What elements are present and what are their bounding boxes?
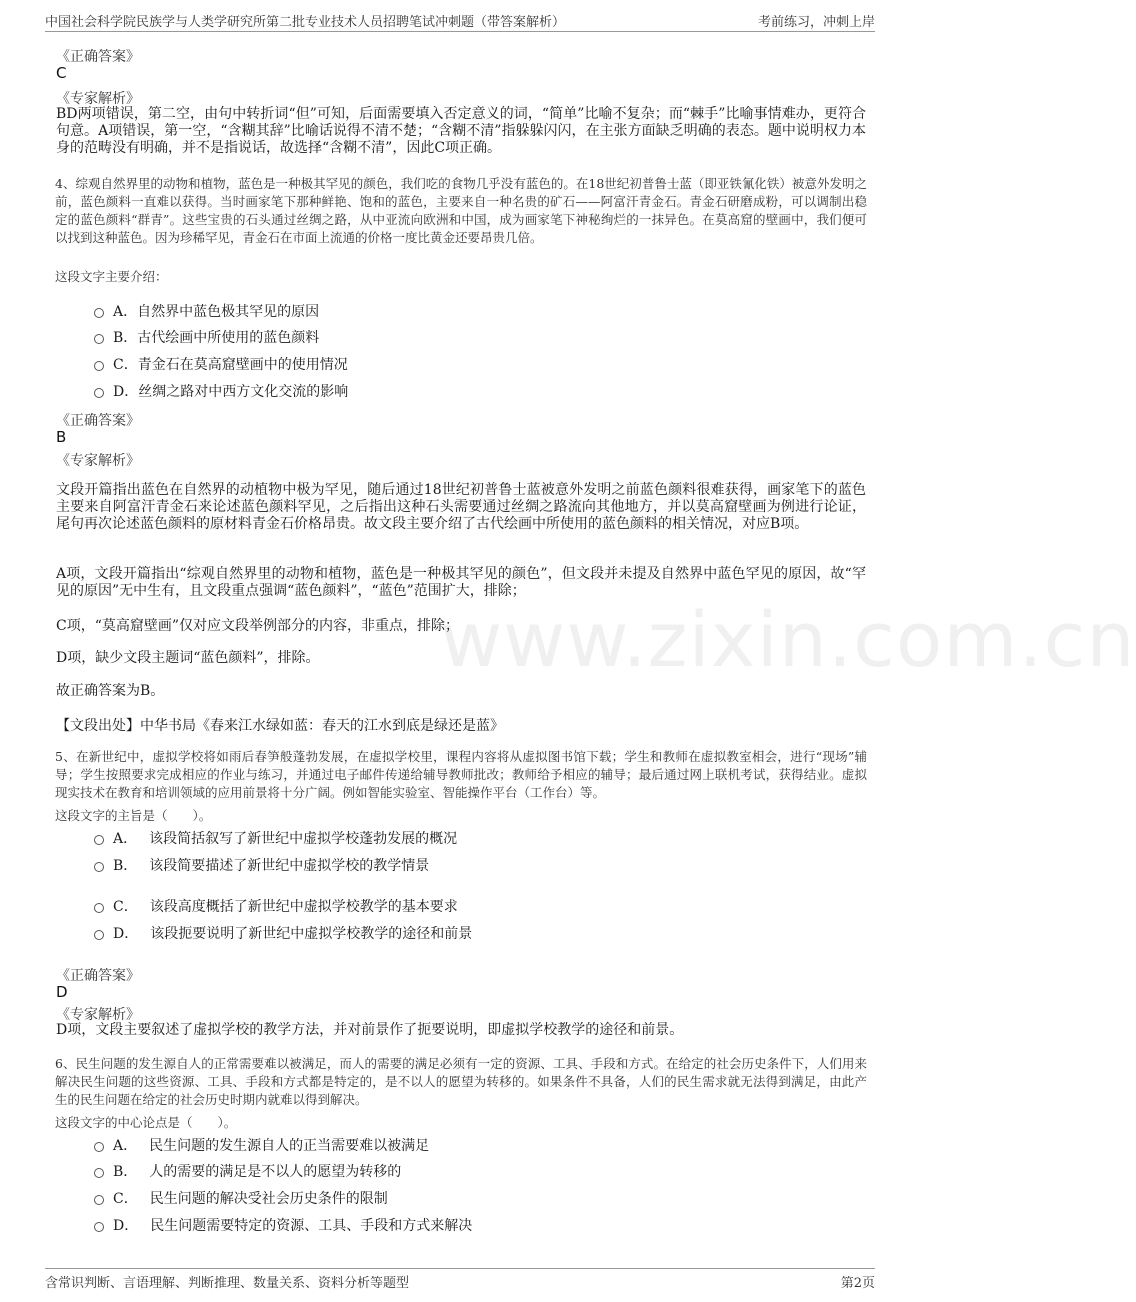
answer-label: 《正确答案》 <box>56 413 140 429</box>
question-stem: 这段文字主要介绍： <box>55 269 168 284</box>
analysis-paragraph: 文段开篇指出蓝色在自然界的动植物中极为罕见，随后通过18世纪初普鲁士蓝被意外发明之前蓝色颜料很难获得，画家笔下的蓝色主要来自阿富汗青金石来论述蓝色颜料罕见，之后指出这种石头需要通过丝绸之路流向其他地方，并以莫高窟壁画为例进行论证，尾句再次论述蓝色颜料的原材料青金石价格昂贵。故文段主要介绍了古代绘画中所使用的蓝色颜料的相关情况，对应B项。 <box>56 482 866 532</box>
page-number: 第2页 <box>840 1275 875 1291</box>
analysis-text: D项，文段主要叙述了虚拟学校的教学方法，并对前景作了扼要说明，即虚拟学校教学的途径和前景。 <box>56 1022 684 1038</box>
radio-button[interactable] <box>94 835 104 845</box>
option-d[interactable]: D． 丝绸之路对中西方文化交流的影响 <box>94 381 348 401</box>
answer-value: D <box>56 983 68 1001</box>
question-text: 5、在新世纪中，虚拟学校将如雨后春笋般蓬勃发展，在虚拟学校里，课程内容将从虚拟图书馆下载；学生和教师在虚拟教室相会，进行“现场”辅导；学生按照要求完成相应的作业与练习，并通过电子邮件传递给辅导教师批改；教师给予相应的辅导；最后通过网上联机考试，获得结业。虚拟现实技术在教育和培训领域的应用前景将十分广阔。例如智能实验室、智能操作平台（工作台）等。 <box>55 749 867 800</box>
watermark: www.zixin.com.cn <box>440 595 1136 684</box>
question-stem: 这段文字的中心论点是（ ）。 <box>55 1115 237 1130</box>
option-c[interactable]: C． 该段高度概括了新世纪中虚拟学校教学的基本要求 <box>94 896 458 916</box>
analysis-paragraph: C项，“莫高窟壁画”仅对应文段举例部分的内容，非重点，排除； <box>56 618 460 634</box>
document-title: 中国社会科学院民族学与人类学研究所第二批专业技术人员招聘笔试冲刺题（带答案解析） <box>45 14 566 30</box>
option-c[interactable]: C． 民生问题的解决受社会历史条件的限制 <box>94 1188 388 1208</box>
radio-button[interactable] <box>94 1168 104 1178</box>
radio-button[interactable] <box>94 862 104 872</box>
answer-label: 《正确答案》 <box>56 49 140 65</box>
radio-button[interactable] <box>94 334 104 344</box>
radio-button[interactable] <box>94 1142 104 1152</box>
option-d[interactable]: D． 民生问题需要特定的资源、工具、手段和方式来解决 <box>94 1215 472 1235</box>
radio-button[interactable] <box>94 308 104 318</box>
analysis-paragraph: 故正确答案为B。 <box>56 683 165 699</box>
option-a[interactable]: A． 该段简括叙写了新世纪中虚拟学校蓬勃发展的概况 <box>94 828 457 848</box>
answer-value: B <box>56 428 67 446</box>
analysis-label: 《专家解析》 <box>56 453 140 469</box>
header-slogan: 考前练习，冲刺上岸 <box>757 14 875 30</box>
option-b[interactable]: B． 人的需要的满足是不以人的愿望为转移的 <box>94 1161 401 1181</box>
option-b[interactable]: B． 古代绘画中所使用的蓝色颜料 <box>94 327 319 347</box>
radio-button[interactable] <box>94 1222 104 1232</box>
answer-label: 《正确答案》 <box>56 968 140 984</box>
option-c[interactable]: C． 青金石在莫高窟壁画中的使用情况 <box>94 354 348 374</box>
analysis-paragraph: A项，文段开篇指出“综观自然界里的动物和植物，蓝色是一种极其罕见的颜色”，但文段并未提及自然界中蓝色罕见的原因，故“罕见的原因”无中生有，且文段重点强调“蓝色颜料”，“蓝色”范围扩大，排除； <box>56 566 866 599</box>
radio-button[interactable] <box>94 903 104 913</box>
analysis-label: 《专家解析》 <box>56 91 140 107</box>
option-d[interactable]: D． 该段扼要说明了新世纪中虚拟学校教学的途径和前景 <box>94 923 472 943</box>
analysis-paragraph: D项，缺少文段主题词“蓝色颜料”，排除。 <box>56 650 320 666</box>
option-b[interactable]: B． 该段简要描述了新世纪中虚拟学校的教学情景 <box>94 855 429 875</box>
radio-button[interactable] <box>94 1195 104 1205</box>
source-label: 【文段出处】 <box>56 718 140 734</box>
footer-note: 含常识判断、言语理解、判断推理、数量关系、资料分析等题型 <box>45 1275 410 1291</box>
page-footer <box>45 1268 875 1293</box>
source-line <box>56 715 504 735</box>
radio-button[interactable] <box>94 930 104 940</box>
answer-value: C <box>56 64 67 82</box>
analysis-label: 《专家解析》 <box>56 1007 140 1023</box>
option-a[interactable]: A． 民生问题的发生源自人的正当需要难以被满足 <box>94 1135 429 1155</box>
analysis-text: BD两项错误，第二空，由句中转折词“但”可知，后面需要填入否定意义的词，“简单”比喻不复杂；而“棘手”比喻事情难办，更符合句意。A项错误，第一空，“含糊其辞”比喻话说得不清不楚；“含糊不清”指躲躲闪闪，在主张方面缺乏明确的表态。题中说明权力本身的范畴没有明确，并不是指说话，故选择“含糊不清”，因此C项正确。 <box>56 106 866 156</box>
radio-button[interactable] <box>94 361 104 371</box>
source-text: 中华书局《春来江水绿如蓝：春天的江水到底是绿还是蓝》 <box>140 718 504 734</box>
page-header <box>45 9 875 32</box>
question-text: 6、民生问题的发生源自人的正常需要难以被满足，而人的需要的满足必须有一定的资源、工具、手段和方式。在给定的社会历史条件下，人们用来解决民生问题的这些资源、工具、手段和方式都是特定的，是不以人的愿望为转移的。如果条件不具备，人们的民生需求就无法得到满足，由此产生的民生问题在给定的社会历史时期内就难以得到解决。 <box>55 1056 867 1107</box>
question-text: 4、综观自然界里的动物和植物，蓝色是一种极其罕见的颜色，我们吃的食物几乎没有蓝色的。在18世纪初普鲁士蓝（即亚铁氰化铁）被意外发明之前，蓝色颜料一直难以获得。当时画家笔下那种鲜艳、饱和的蓝色，主要来自一种名贵的矿石——阿富汗青金石。青金石研磨成粉，可以调制出稳定的蓝色颜料“群青”。这些宝贵的石头通过丝绸之路，从中亚流向欧洲和中国，成为画家笔下神秘绚烂的一抹异色。在莫高窟的壁画中，我们便可以找到这种蓝色。因为珍稀罕见，青金石在市面上流通的价格一度比黄金还要昂贵几倍。 <box>55 176 867 245</box>
radio-button[interactable] <box>94 388 104 398</box>
question-stem: 这段文字的主旨是（ ）。 <box>55 808 212 823</box>
option-a[interactable]: A． 自然界中蓝色极其罕见的原因 <box>94 301 319 321</box>
